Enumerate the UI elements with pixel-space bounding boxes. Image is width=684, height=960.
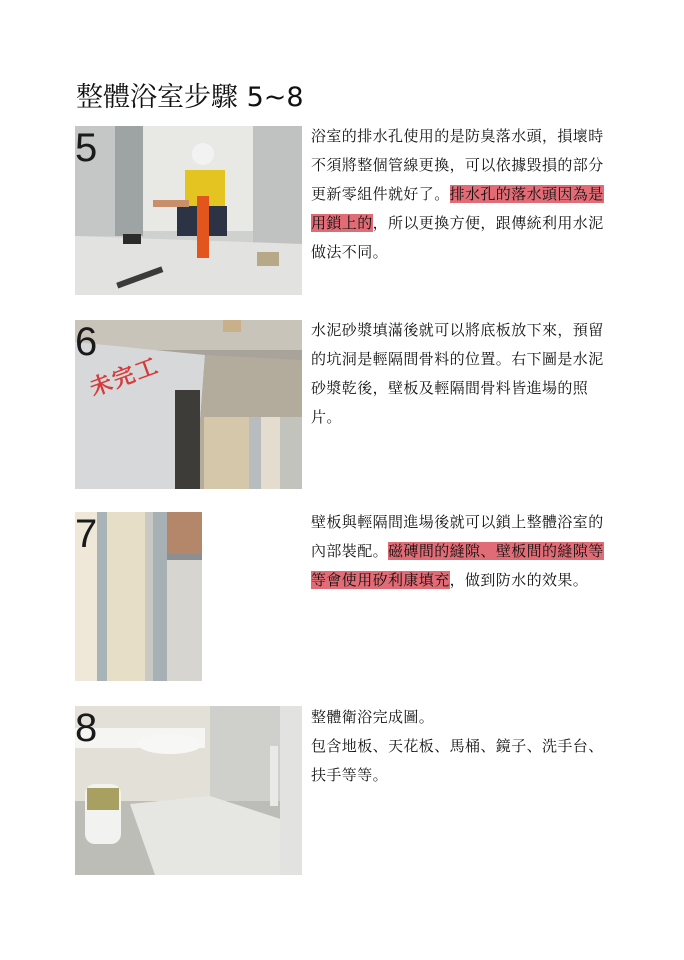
step-5-description (311, 122, 611, 267)
step-8-text-2: 包含地板、天花板、馬桶、鏡子、洗手台、扶手等等。 (311, 737, 604, 784)
step-7-text-2: ，做到防水的效果。 (449, 571, 589, 589)
step-8-description (311, 703, 611, 790)
step-5-text-1: 浴室的排水孔使用的是防臭落水頭，損壞時不須將整個管線更換，可以依據毀損的部分更新零組件就好了。 (311, 127, 604, 203)
step-6-description (311, 316, 611, 432)
page-title: 整體浴室步驟 5~8 (76, 82, 304, 113)
step-8-text-1: 整體衛浴完成圖。 (311, 708, 435, 726)
step-5-highlight: 排水孔的落水頭因為是用鎖上的 (311, 185, 604, 232)
step-6-floor-marking: 未完工 (86, 353, 163, 402)
step-5-text-2: ，所以更換方便，跟傳統利用水泥做法不同。 (311, 214, 604, 261)
step-6-number: 6 (75, 320, 98, 364)
step-7-highlight: 磁磚間的縫隙、壁板間的縫隙等等會使用矽利康填充 (311, 542, 604, 589)
step-7-number: 7 (75, 512, 98, 556)
step-5-number: 5 (75, 126, 98, 170)
step-7-text-1: 壁板與輕隔間進場後就可以鎖上整體浴室的內部裝配。 (311, 513, 604, 560)
step-6-photo (75, 320, 302, 489)
step-5-photo (75, 126, 302, 295)
step-6-text-1: 水泥砂漿填滿後就可以將底板放下來，預留的坑洞是輕隔間骨料的位置。右下圖是水泥砂漿乾後，壁板及輕隔間骨料皆進場的照片。 (311, 321, 604, 426)
step-8-number: 8 (75, 706, 98, 750)
step-8-photo (75, 706, 302, 875)
step-7-photo (75, 512, 202, 681)
step-7-description (311, 508, 611, 595)
